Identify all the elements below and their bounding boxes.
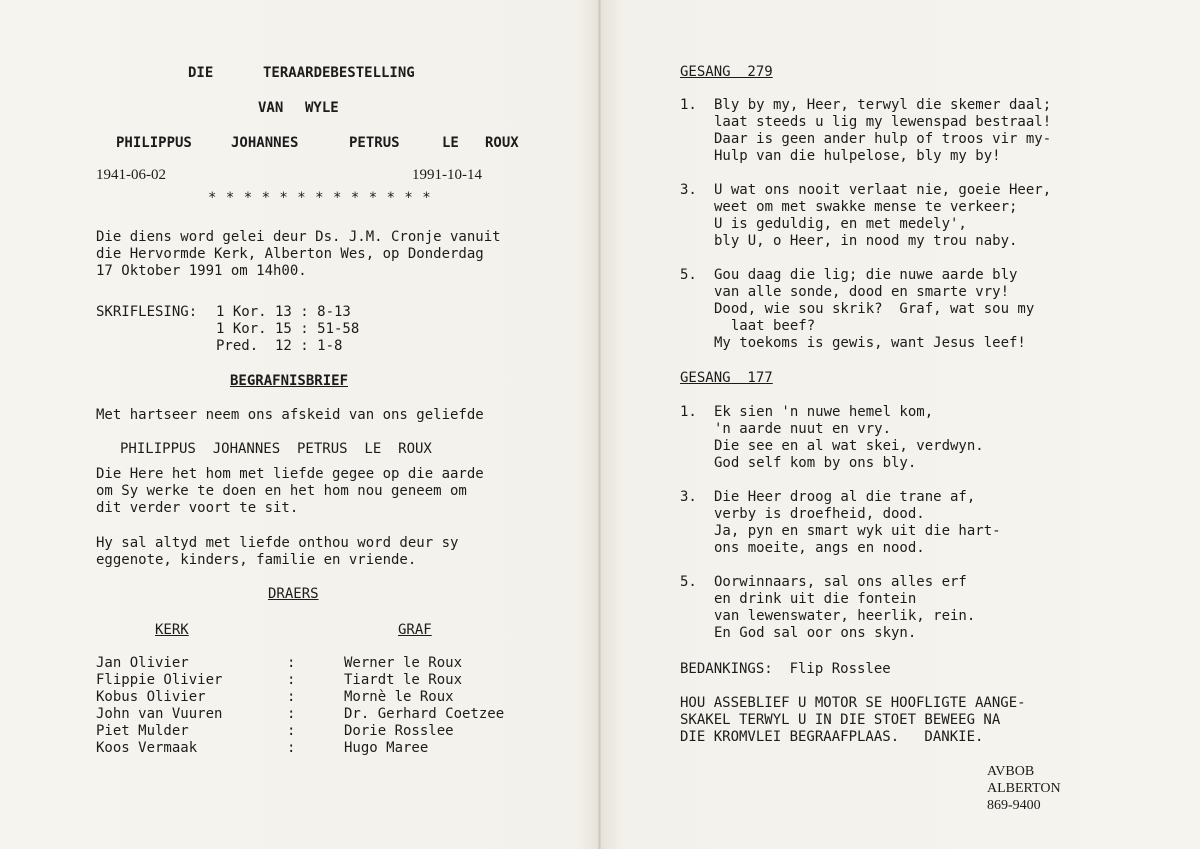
hymn-177-title: GESANG 177 xyxy=(680,370,773,386)
letter-name: PHILIPPUS JOHANNES PETRUS LE ROUX xyxy=(120,441,432,457)
bearer-graf: Werner le Roux xyxy=(344,655,463,671)
name-heading-1: PHILIPPUS xyxy=(116,135,192,151)
bearer-kerk: Piet Mulder xyxy=(96,723,189,739)
bearer-kerk: Jan Olivier xyxy=(96,655,189,671)
bearer-kerk: John van Vuuren xyxy=(96,706,223,722)
letter-body-2: Hy sal altyd met liefde onthou word deur sy eggenote, kinders, familie en vriende. xyxy=(96,535,459,568)
bearer-kerk: Kobus Olivier xyxy=(96,689,206,705)
bearers-heading: DRAERS xyxy=(268,586,319,602)
undertaker-name: AVBOB xyxy=(987,764,1035,779)
star-divider: * * * * * * * * * * * * * xyxy=(208,190,432,206)
bearer-kerk: Koos Vermaak xyxy=(96,740,198,756)
name-heading-4: LE xyxy=(442,135,459,151)
van-wyle-1: VAN xyxy=(258,100,284,116)
bearer-graf: Mornè le Roux xyxy=(344,689,454,705)
verse-text: Bly by my, Heer, terwyl die skemer daal; laat steeds u lig my lewenspad bestraal! Daar is geen ander hulp of troos vir my- Hulp van die hulpelose, bly my by! xyxy=(714,97,1052,164)
verse-text: Die Heer droog al die trane af, verby is droefheid, dood. Ja, pyn en smart wyk uit die hart- ons moeite, angs en nood. xyxy=(714,489,1001,556)
verse-number: 3. xyxy=(680,182,697,198)
letter-intro: Met hartseer neem ons afskeid van ons geliefde xyxy=(96,407,484,423)
verse-number: 1. xyxy=(680,404,697,420)
bearer-graf: Hugo Maree xyxy=(344,740,429,756)
scripture-label: SKRIFLESING: xyxy=(96,304,198,320)
thanks-line: BEDANKINGS: Flip Rosslee xyxy=(680,661,891,677)
undertaker-town: ALBERTON xyxy=(987,781,1061,796)
verse-number: 5. xyxy=(680,574,697,590)
title-word-2: TERAARDEBESTELLING xyxy=(263,65,415,81)
kerk-heading: KERK xyxy=(155,622,189,638)
title-word-1: DIE xyxy=(188,65,214,81)
verse-text: Gou daag die lig; die nuwe aarde bly van alle sonde, dood en smarte vry! Dood, wie sou skrik? Graf, wat sou my laat beef? My toekoms is gewis, want Jesus leef! xyxy=(714,267,1035,351)
verse-number: 5. xyxy=(680,267,697,283)
name-heading-3: PETRUS xyxy=(349,135,400,151)
name-heading-2: JOHANNES xyxy=(231,135,299,151)
hymn-279-title: GESANG 279 xyxy=(680,64,773,80)
graf-heading: GRAF xyxy=(398,622,432,638)
scripture-3: Pred. 12 : 1-8 xyxy=(216,338,343,354)
death-date: 1991-10-14 xyxy=(412,167,482,183)
undertaker-phone: 869-9400 xyxy=(987,798,1041,813)
verse-number: 3. xyxy=(680,489,697,505)
van-wyle-2: WYLE xyxy=(305,100,339,116)
letter-body-1: Die Here het hom met liefde gegee op die aarde om Sy werke te doen en het hom nou geneem om dit verder voort te sit. xyxy=(96,466,484,516)
bearer-graf: Dr. Gerhard Coetzee xyxy=(344,706,505,722)
scripture-2: 1 Kor. 15 : 51-58 xyxy=(216,321,360,337)
bearer-separator: : xyxy=(287,740,296,756)
bearer-graf: Tiardt le Roux xyxy=(344,672,463,688)
letter-heading: BEGRAFNISBRIEF xyxy=(230,373,349,389)
birth-date: 1941-06-02 xyxy=(96,167,166,183)
verse-number: 1. xyxy=(680,97,697,113)
verse-text: Ek sien 'n nuwe hemel kom, 'n aarde nuut en vry. Die see en al wat skei, verdwyn. God self kom by ons bly. xyxy=(714,404,984,471)
bearer-separator: : xyxy=(287,655,296,671)
verse-text: Oorwinnaars, sal ons alles erf en drink uit die fontein van lewenswater, heerlik, rein. En God sal oor ons skyn. xyxy=(714,574,976,641)
bearer-separator: : xyxy=(287,672,296,688)
bearer-kerk: Flippie Olivier xyxy=(96,672,223,688)
service-text: Die diens word gelei deur Ds. J.M. Cronje vanuit die Hervormde Kerk, Alberton Wes, op Donderdag 17 Oktober 1991 om 14h00. xyxy=(96,229,501,279)
bearer-separator: : xyxy=(287,723,296,739)
scripture-1: 1 Kor. 13 : 8-13 xyxy=(216,304,351,320)
headlights-notice: HOU ASSEBLIEF U MOTOR SE HOOFLIGTE AANGE- SKAKEL TERWYL U IN DIE STOET BEWEEG NA DIE KROMVLEI BEGRAAFPLAAS. DANKIE. xyxy=(680,695,1026,745)
name-heading-5: ROUX xyxy=(485,135,519,151)
bearer-separator: : xyxy=(287,706,296,722)
page-fold xyxy=(598,0,601,849)
verse-text: U wat ons nooit verlaat nie, goeie Heer, weet om met swakke mense te verkeer; U is geduldig, en met medely', bly U, o Heer, in nood my trou naby. xyxy=(714,182,1052,249)
bearer-graf: Dorie Rosslee xyxy=(344,723,454,739)
bearer-separator: : xyxy=(287,689,296,705)
